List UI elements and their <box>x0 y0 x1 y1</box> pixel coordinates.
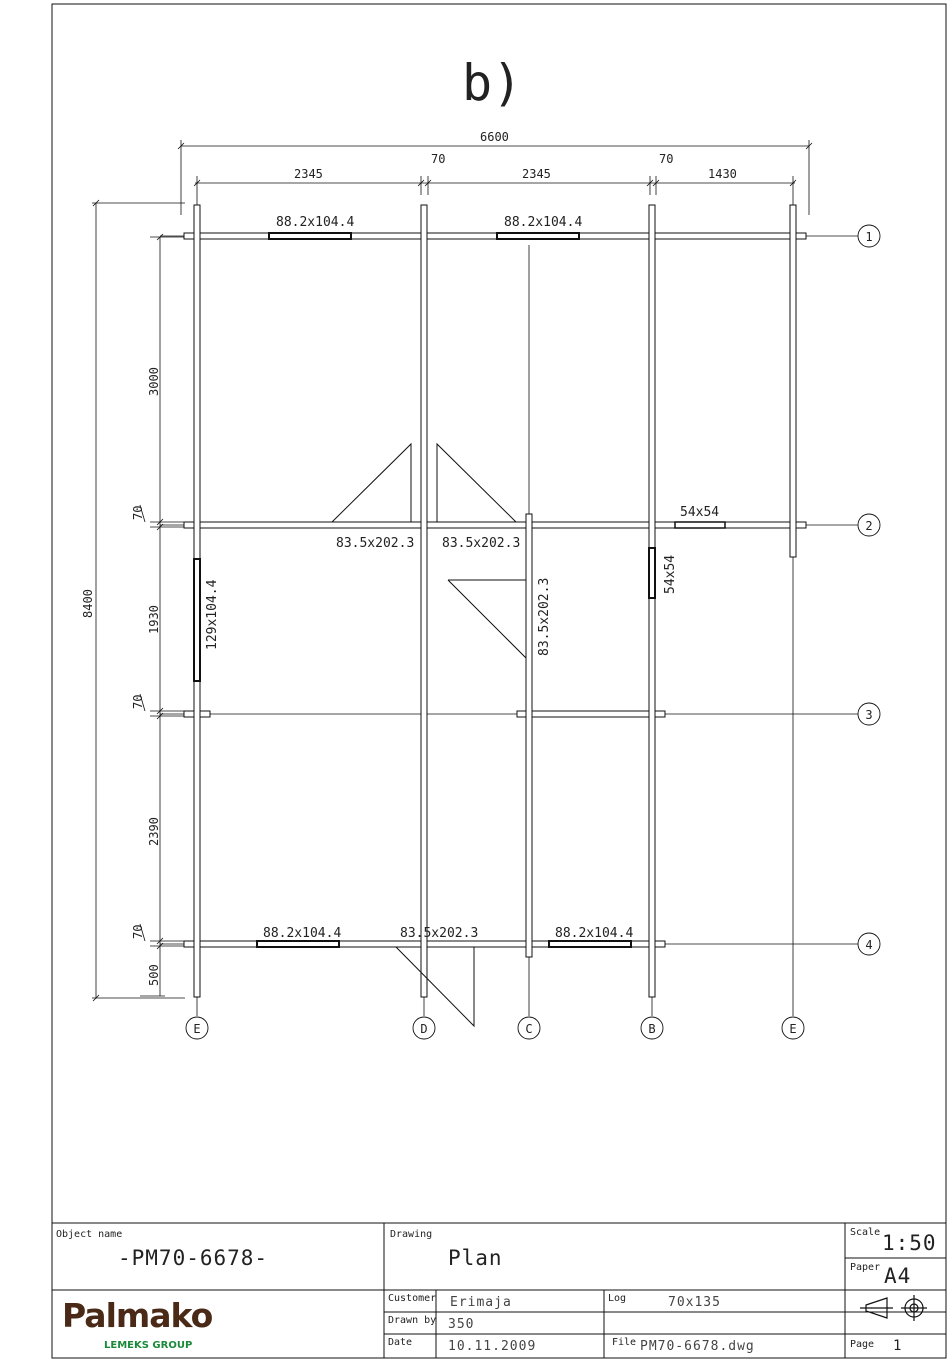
height-dimensions <box>92 200 190 1001</box>
drawing-value: Plan <box>448 1246 503 1270</box>
paper-label: Paper <box>850 1262 881 1273</box>
dim-overall-width: 6600 <box>480 130 509 144</box>
walls <box>184 205 806 997</box>
col-label-4: B <box>648 1022 656 1036</box>
dim-row-4: 70 <box>131 694 145 709</box>
dim-row-6: 70 <box>131 924 145 939</box>
lemeks-group-logo: LEMEKS GROUP <box>104 1340 193 1351</box>
drawing-title: b) <box>462 54 523 112</box>
opening-label-4: 83.5x202.3 <box>442 536 521 551</box>
col-label-1: E <box>193 1022 201 1036</box>
title-block-frame <box>52 1223 946 1358</box>
grid-lines <box>160 215 858 1016</box>
page-label: Page <box>850 1339 875 1350</box>
grid-bubbles <box>186 225 880 1039</box>
date-label: Date <box>388 1337 413 1348</box>
row-label-3: 3 <box>865 708 873 722</box>
dim-row-3: 1930 <box>147 605 161 634</box>
log-value: 70x135 <box>668 1295 721 1310</box>
dim-span-3: 2345 <box>522 167 551 181</box>
log-label: Log <box>608 1293 627 1304</box>
opening-label-7: 129x104.4 <box>205 579 220 650</box>
drawing-label: Drawing <box>390 1229 433 1240</box>
projection-symbol-icon <box>860 1295 927 1321</box>
scale-label: Scale <box>850 1227 881 1238</box>
dim-overall-height: 8400 <box>81 589 95 618</box>
col-label-2: D <box>420 1022 428 1036</box>
customer-label: Customer <box>388 1293 437 1304</box>
opening-label-5: 54x54 <box>680 505 720 520</box>
paper-value: A4 <box>884 1264 912 1288</box>
row-label-2: 2 <box>865 519 873 533</box>
scale-value: 1:50 <box>882 1231 937 1255</box>
file-value: PM70-6678.dwg <box>640 1339 755 1354</box>
row-label-1: 1 <box>865 230 873 244</box>
dim-span-4: 70 <box>659 152 674 166</box>
page-value: 1 <box>893 1338 903 1354</box>
opening-label-9: 88.2x104.4 <box>263 926 342 941</box>
palmako-logo: Palmako <box>62 1296 213 1335</box>
dim-span-2: 70 <box>431 152 446 166</box>
opening-label-3: 83.5x202.3 <box>336 536 415 551</box>
object-name-label: Object name <box>56 1229 123 1240</box>
dim-row-1: 3000 <box>147 367 161 396</box>
sheet-frame <box>52 4 946 1358</box>
customer-value: Erimaja <box>450 1295 512 1310</box>
openings <box>194 233 725 1026</box>
date-value: 10.11.2009 <box>448 1339 537 1354</box>
opening-label-1: 88.2x104.4 <box>276 215 355 230</box>
dim-row-5: 2390 <box>147 817 161 846</box>
drawn-by-value: 350 <box>448 1317 475 1332</box>
col-label-3: C <box>525 1022 533 1036</box>
opening-label-2: 88.2x104.4 <box>504 215 583 230</box>
object-name-value: -PM70-6678- <box>118 1246 269 1270</box>
opening-label-11: 88.2x104.4 <box>555 926 634 941</box>
dim-span-1: 2345 <box>294 167 323 181</box>
col-label-5: E <box>789 1022 797 1036</box>
file-label: File <box>612 1337 637 1348</box>
dim-row-7: 500 <box>147 964 161 986</box>
row-label-4: 4 <box>865 938 873 952</box>
opening-label-8: 83.5x202.3 <box>537 577 552 656</box>
dim-row-2: 70 <box>131 505 145 520</box>
drawn-by-label: Drawn by <box>388 1315 437 1326</box>
opening-label-10: 83.5x202.3 <box>400 926 479 941</box>
dim-span-5: 1430 <box>708 167 737 181</box>
opening-label-6: 54x54 <box>663 554 678 594</box>
